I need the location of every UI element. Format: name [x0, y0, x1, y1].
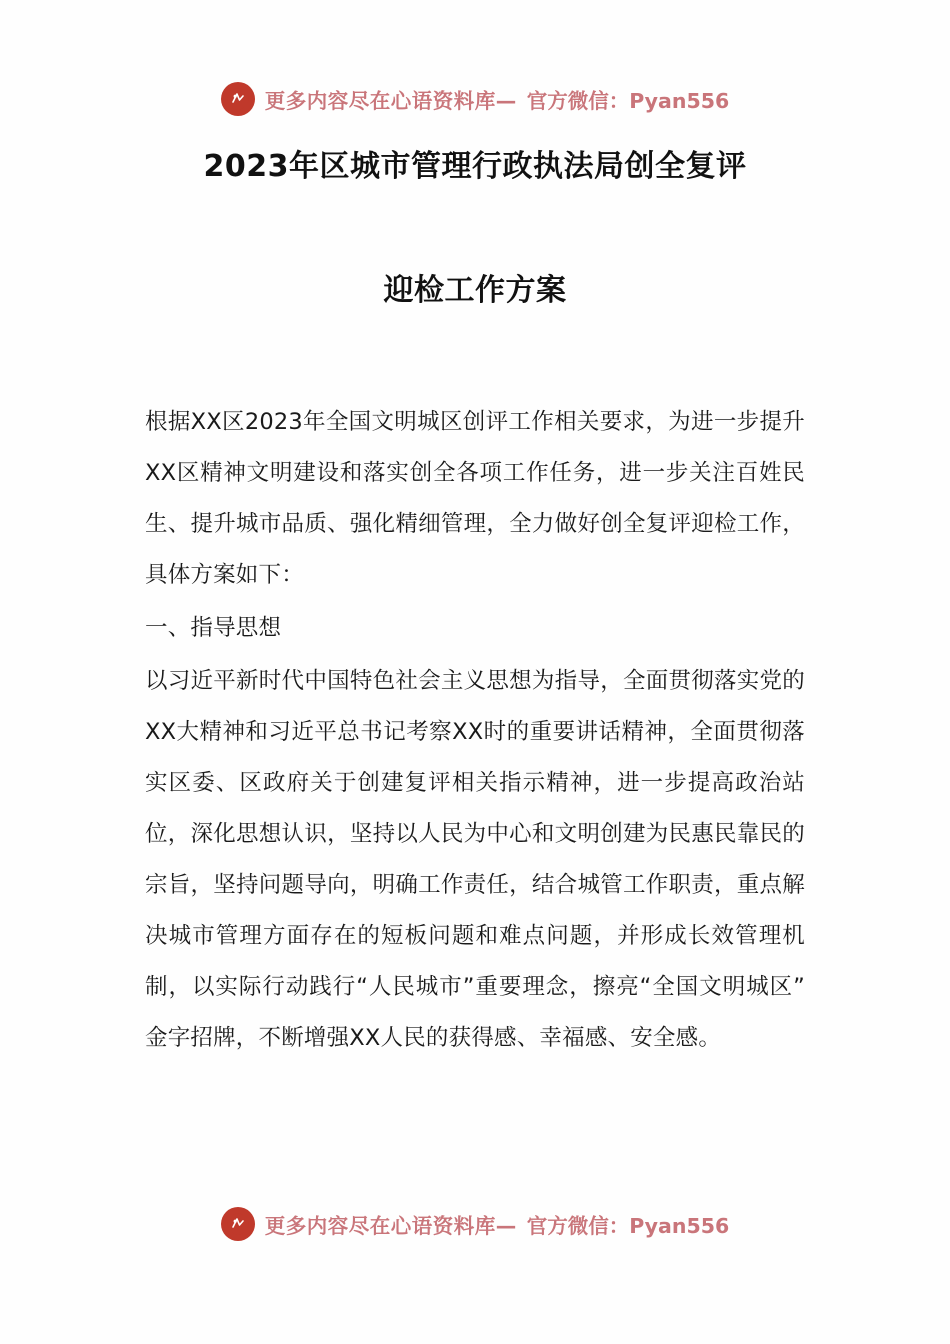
- page-title: [145, 0, 805, 309]
- paragraph-guiding-ideology: 以习近平新时代中国特色社会主义思想为指导，全面贯彻落实党的XX大精神和习近平总书记考察XX时的重要讲话精神，全面贯彻落实区委、区政府关于创建复评相关指示精神，进一步提高政治站位，深化思想认识，坚持以人民为中心和文明创建为民惠民靠民的宗旨，坚持问题导向，明确工作责任，结合城管工作职责，重点解决城市管理方面存在的短板问题和难点问题，并形成长效管理机制，以实际行动践行“人民城市”重要理念，擦亮“全国文明城区”金字招牌，不断增强XX人民的获得感、幸福感、安全感。: [145, 668, 805, 1051]
- paragraph-section-heading: 一、指导思想: [145, 615, 282, 641]
- page-title-line2: 迎检工作方案: [383, 272, 567, 308]
- page-title-line1: 2023年区城市管理行政执法局创全复评: [203, 149, 747, 184]
- watermark-text-right: 官方微信：Pyan556: [526, 89, 730, 113]
- watermark-text-left: 更多内容尽在心语资料库—: [264, 1214, 517, 1238]
- watermark-text-right: 官方微信：Pyan556: [526, 1214, 730, 1238]
- paragraph-intro: 根据XX区2023年全国文明城区创评工作相关要求，为进一步提升XX区精神文明建设和落实创全各项工作任务，进一步关注百姓民生、提升城市品质、强化精细管理，全力做好创全复评迎检工作，具体方案如下：: [145, 409, 805, 588]
- watermark-text-left: 更多内容尽在心语资料库—: [264, 89, 517, 113]
- circle-logo-icon: [221, 1207, 255, 1241]
- watermark-bottom: [0, 1207, 950, 1241]
- document-body: [145, 309, 805, 1064]
